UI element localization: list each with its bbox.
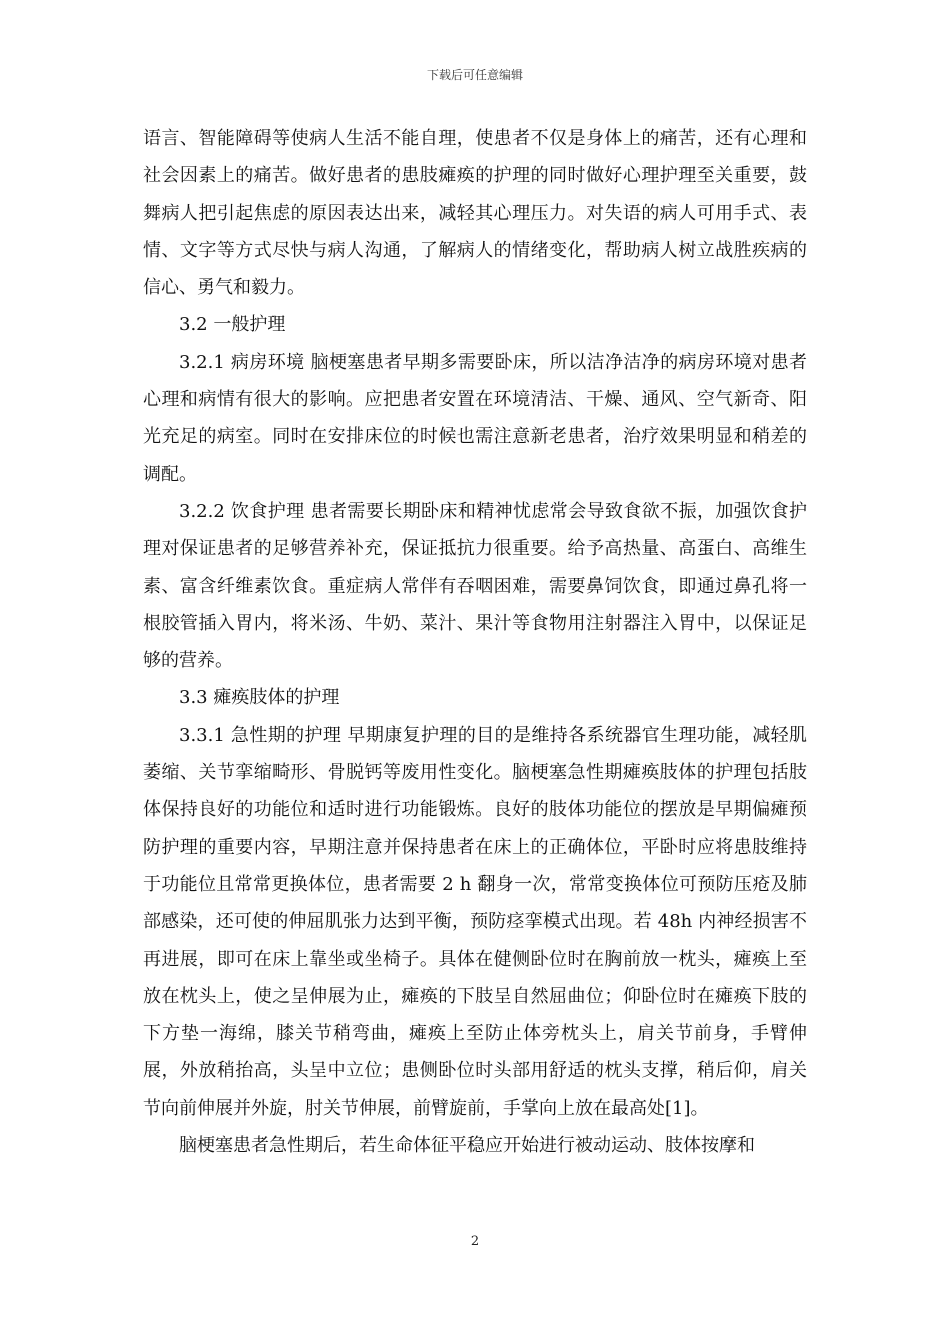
section-heading-general-care: 3.2 一般护理: [179, 314, 286, 336]
paragraph-post-acute-phase: 脑梗塞患者急性期后，若生命体征平稳应开始进行被动运动、肢体按摩和: [179, 1135, 755, 1157]
page-header: 下载后可任意编辑: [426, 68, 523, 82]
document-body: [143, 120, 807, 1164]
section-heading-paralyzed-limb-care: 3.3 瘫痪肢体的护理: [179, 687, 340, 709]
paragraph-acute-phase-care: 3.3.1 急性期的护理 早期康复护理的目的是维持各系统器官生理功能，减轻肌萎缩、关节挛缩畸形、骨脱钙等废用性变化。脑梗塞急性期瘫痪肢体的护理包括肢体保持良好的功能位和适时进行功能锻炼。良好的肢体功能位的摆放是早期偏瘫预防护理的重要内容，早期注意并保持患者在床上的正确体位，平卧时应将患肢维持于功能位且常常更换体位，患者需要 2 h 翻身一次，常常变换体位可预防压疮及肺部感染，还可使的伸屈肌张力达到平衡，预防痉挛模式出现。若 48h 内神经损害不再进展，即可在床上靠坐或坐椅子。具体在健侧卧位时在胸前放一枕头，瘫痪上至放在枕头上，使之呈伸展为止，瘫痪的下肢呈自然屈曲位；仰卧位时在瘫痪下肢的下方垫一海绵，膝关节稍弯曲，瘫痪上至防止体旁枕头上，肩关节前身，手臂伸展，外放稍抬高，头呈中立位；患侧卧位时头部用舒适的枕头支撑，稍后仰，肩关节向前伸展并外旋，肘关节伸展，前臂旋前，手掌向上放在最高处[1]。: [143, 724, 807, 1119]
page-number: 2: [470, 1234, 480, 1249]
paragraph-diet-care: 3.2.2 饮食护理 患者需要长期卧床和精神忧虑常会导致食欲不振，加强饮食护理对保证患者的足够营养补充，保证抵抗力很重要。给予高热量、高蛋白、高维生素、富含纤维素饮食。重症病人常伴有吞咽困难，需要鼻饲饮食，即通过鼻孔将一根胶管插入胃内，将米汤、牛奶、菜汁、果汁等食物用注射器注入胃中，以保证足够的营养。: [143, 500, 807, 672]
paragraph-psychological-care: 语言、智能障碍等使病人生活不能自理，使患者不仅是身体上的痛苦，还有心理和社会因素上的痛苦。做好患者的患肢瘫痪的护理的同时做好心理护理至关重要，鼓舞病人把引起焦虑的原因表达出来，减轻其心理压力。对失语的病人可用手式、表情、文字等方式尽快与病人沟通，了解病人的情绪变化，帮助病人树立战胜疾病的信心、勇气和毅力。: [143, 128, 807, 299]
paragraph-ward-environment: 3.2.1 病房环境 脑梗塞患者早期多需要卧床，所以洁净洁净的病房环境对患者心理和病情有很大的影响。应把患者安置在环境清洁、干燥、通风、空气新奇、阳光充足的病室。同时在安排床位的时候也需注意新老患者，治疗效果明显和稍差的调配。: [143, 351, 807, 485]
